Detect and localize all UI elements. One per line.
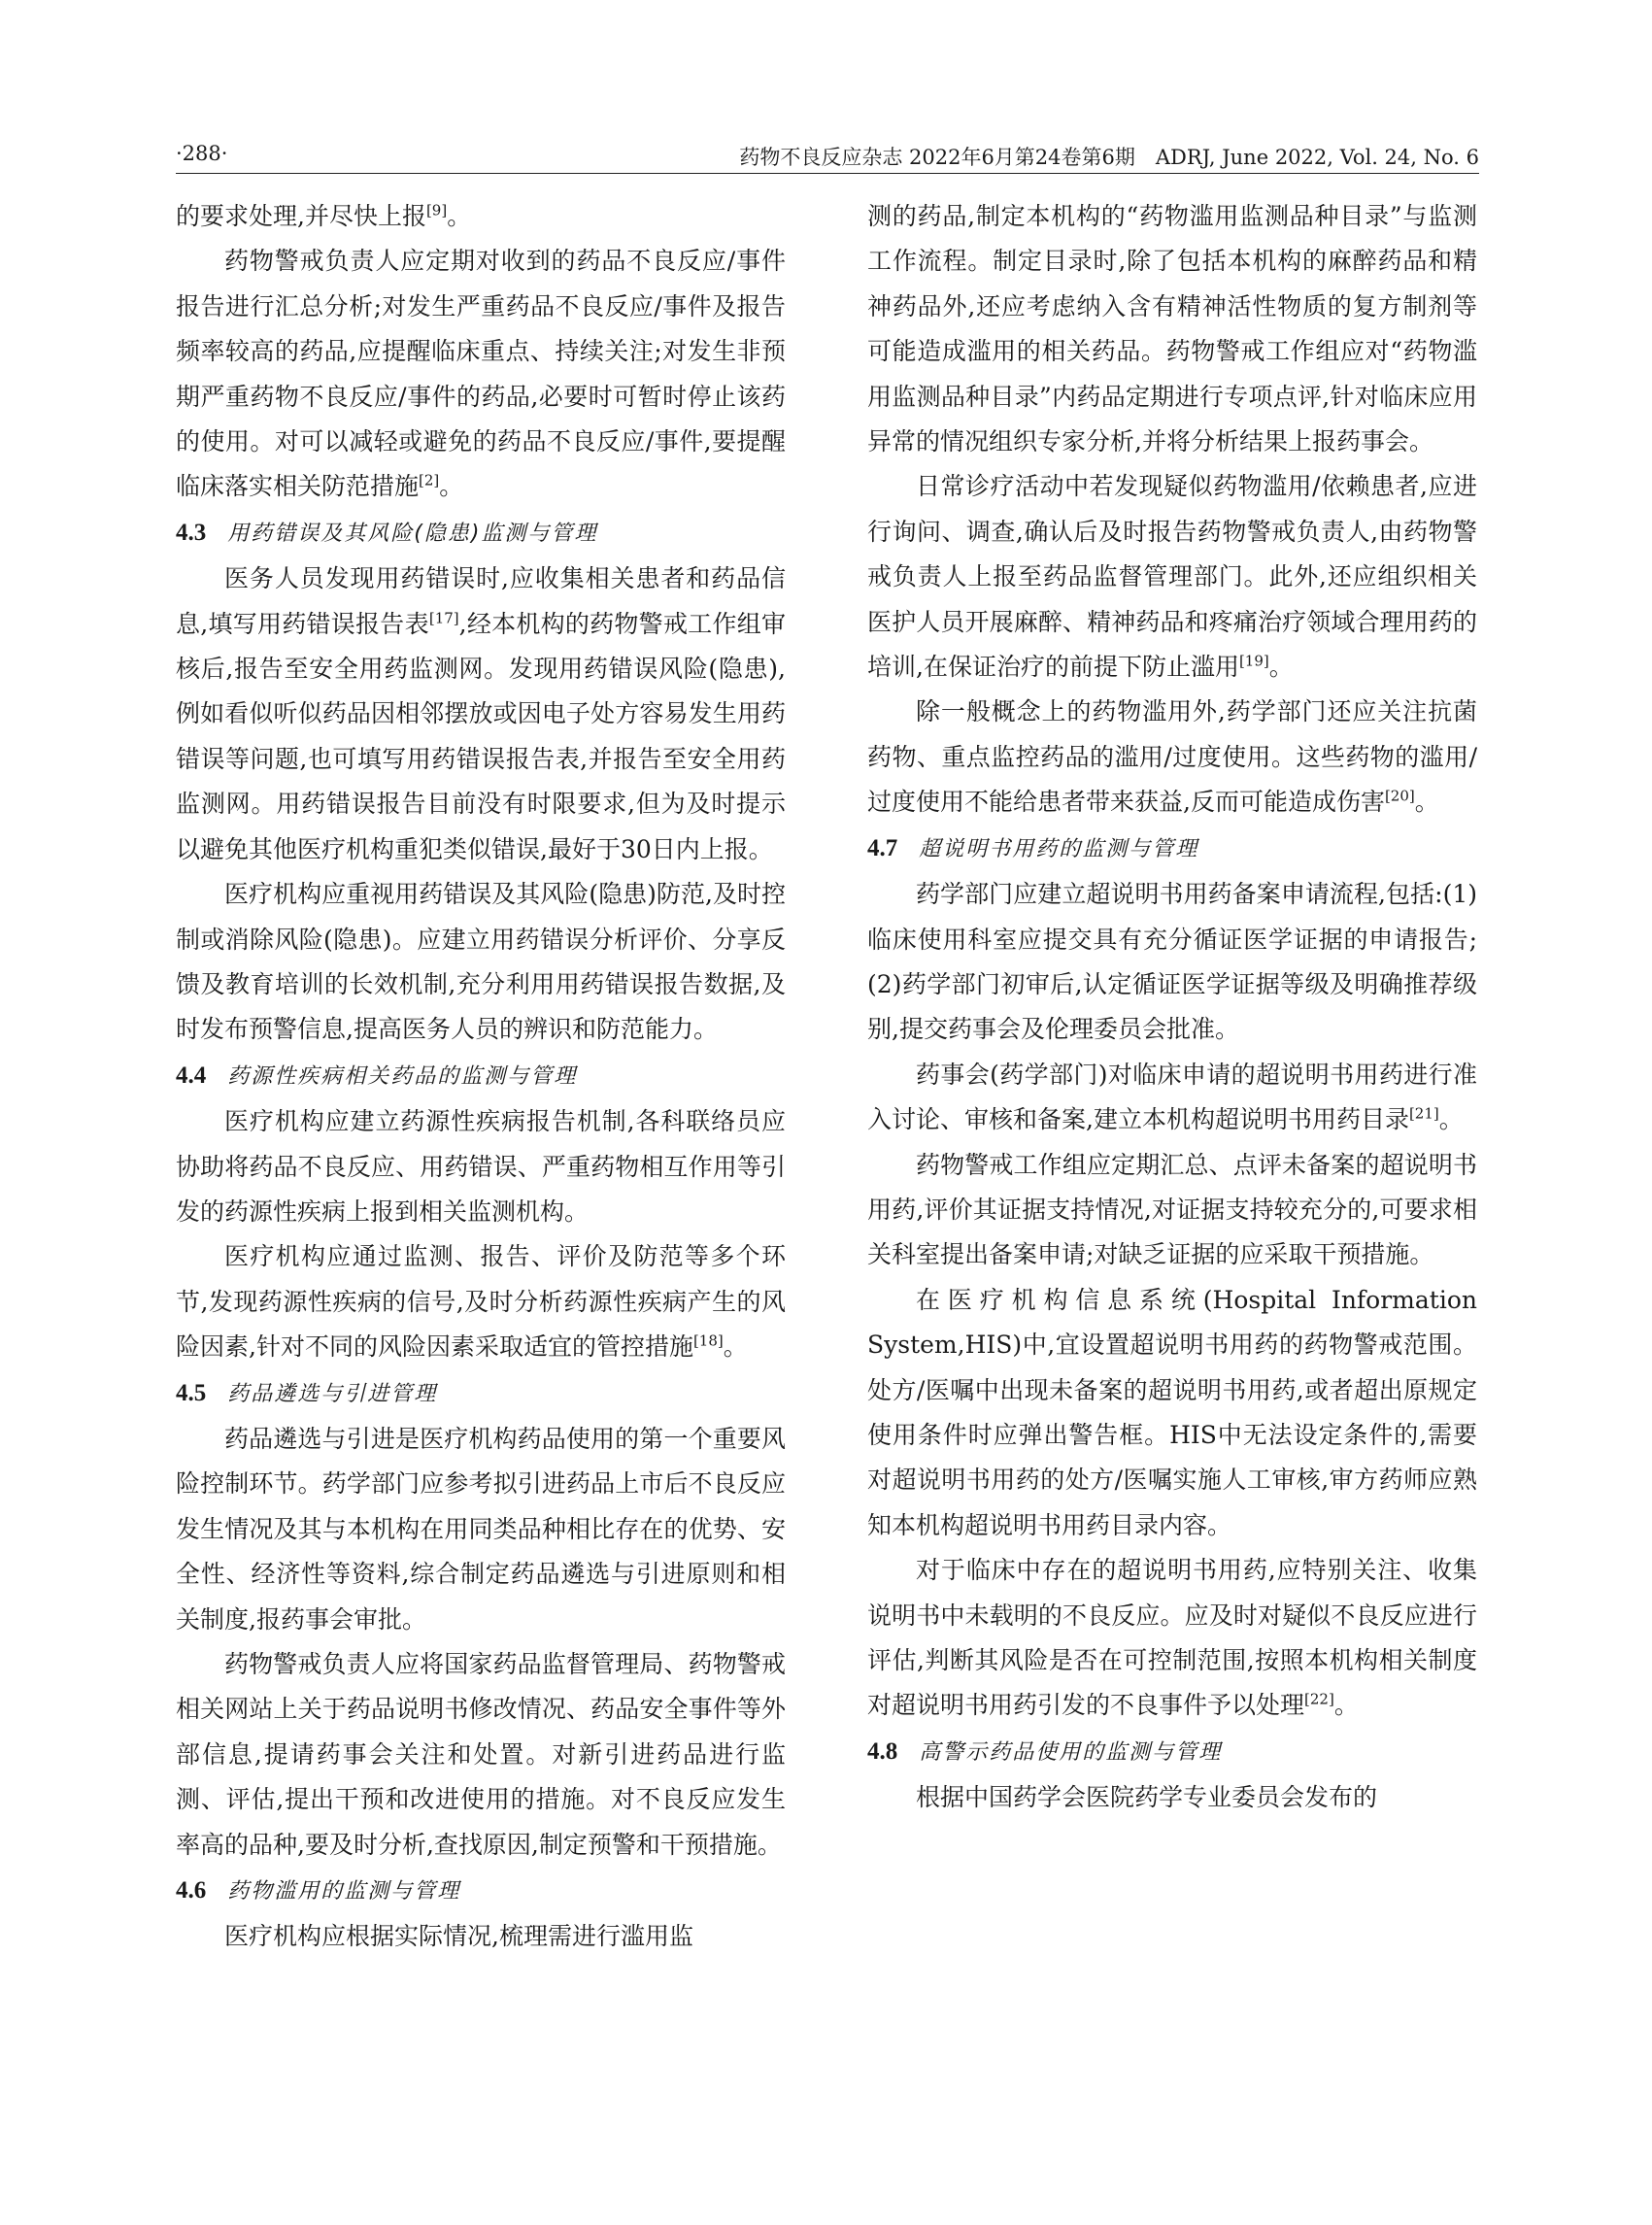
paragraph <box>867 1775 1477 1820</box>
paragraph-tail: 。 <box>1333 1691 1359 1720</box>
citation-ref[interactable]: [22] <box>1304 1691 1334 1709</box>
paragraph-text: 药物警戒负责人应将国家药品监督管理局、药物警戒相关网站上关于药品说明书修改情况、药品安全事件等外部信息,提请药事会关注和处置。对新引进药品进行监测、评估,提出干预和改进使用的措施。对不良反应发生率高的品种,要及时分析,查找原因,制定预警和干预措施。 <box>176 1650 786 1859</box>
paragraph <box>867 1053 1477 1143</box>
paragraph <box>176 1234 786 1369</box>
right-column <box>867 194 1477 1821</box>
citation-ref[interactable]: [20] <box>1384 787 1415 805</box>
paragraph-tail: 。 <box>1414 788 1439 817</box>
paragraph-text: 对于临床中存在的超说明书用药,应特别关注、收集说明书中未载明的不良反应。应及时对疑似不良反应进行评估,判断其风险是否在可控制范围,按照本机构相关制度对超说明书用药引发的不良事件予以处理 <box>867 1556 1477 1720</box>
paragraph <box>176 872 786 1053</box>
citation-ref[interactable]: [18] <box>692 1332 724 1350</box>
journal-citation: 药物不良反应杂志 2022年6月第24卷第6期 ADRJ, June 2022, Vol. 24, No. 6 <box>739 146 1479 169</box>
paragraph-tail: 。 <box>447 202 472 230</box>
citation-ref[interactable]: [19] <box>1238 652 1269 670</box>
paragraph-text: 医疗机构应通过监测、报告、评价及防范等多个环节,发现药源性疾病的信号,及时分析药源性疾病产生的风险因素,针对不同的风险因素采取适宜的管控措施 <box>176 1242 786 1362</box>
paragraph-text: 根据中国药学会医院药学专业委员会发布的 <box>916 1783 1378 1812</box>
section-heading <box>867 826 1477 872</box>
paragraph <box>176 194 786 239</box>
paragraph-tail: ,经本机构的药物警戒工作组审核后,报告至安全用药监测网。发现用药错误风险(隐患),例如看似听似药品因相邻摆放或因电子处方容易发生用药错误等问题,也可填写用药错误报告表,并报告至安全用药监测网。用药错误报告目前没有时限要求,但为及时提示以避免其他医疗机构重犯类似错误,最好于30日内上报。 <box>176 609 786 863</box>
paragraph-tail: 。 <box>1438 1105 1464 1134</box>
paragraph <box>176 1642 786 1868</box>
section-title: 药源性疾病相关药品的监测与管理 <box>227 1063 578 1089</box>
paragraph <box>867 1548 1477 1729</box>
paragraph <box>867 1278 1477 1548</box>
paragraph-tail: 。 <box>439 472 464 501</box>
citation-ref[interactable]: [17] <box>428 609 459 627</box>
paragraph-text: 药物警戒工作组应定期汇总、点评未备案的超说明书用药,评价其证据支持情况,对证据支持较充分的,可要求相关科室提出备案申请;对缺乏证据的应采取干预措施。 <box>867 1150 1477 1269</box>
paragraph <box>867 1143 1477 1278</box>
paragraph <box>867 690 1477 825</box>
section-heading <box>176 1868 786 1914</box>
paragraph-text: 日常诊疗活动中若发现疑似药物滥用/依赖患者,应进行询问、调查,确认后及时报告药物警戒负责人,由药物警戒负责人上报至药品监督管理部门。此外,还应组织相关医护人员开展麻醉、精神药品和疼痛治疗领域合理用药的培训,在保证治疗的前提下防止滥用 <box>867 472 1477 682</box>
paragraph-text: 药事会(药学部门)对临床申请的超说明书用药进行准入讨论、审核和备案,建立本机构超说明书用药目录 <box>867 1060 1477 1134</box>
paragraph <box>176 1417 786 1642</box>
left-column <box>176 194 786 1960</box>
paragraph-text: 医疗机构应建立药源性疾病报告机制,各科联络员应协助将药品不良反应、用药错误、严重药物相互作用等引发的药源性疾病上报到相关监测机构。 <box>176 1107 786 1226</box>
section-number: 4.8 <box>867 1737 898 1765</box>
section-heading <box>176 1053 786 1099</box>
citation-ref[interactable]: [9] <box>425 201 448 219</box>
paragraph-text: 在医疗机构信息系统(Hospital Information System,HIS)中,宜设置超说明书用药的药物警戒范围。处方/医嘱中出现未备案的超说明书用药,或者超出原规定使用条件时应弹出警告框。HIS中无法设定条件的,需要对超说明书用药的处方/医嘱实施人工审核,审方药师应熟知本机构超说明书用药目录内容。 <box>867 1285 1477 1539</box>
section-title: 药物滥用的监测与管理 <box>227 1879 461 1905</box>
section-number: 4.5 <box>176 1379 207 1406</box>
paragraph <box>176 1914 786 1959</box>
paragraph-text: 医疗机构应根据实际情况,梳理需进行滥用监 <box>224 1922 693 1951</box>
running-header <box>176 134 1479 174</box>
paragraph <box>867 464 1477 690</box>
section-number: 4.7 <box>867 834 898 861</box>
paragraph-tail: 。 <box>1268 653 1294 682</box>
section-heading <box>176 510 786 556</box>
section-heading <box>176 1370 786 1417</box>
section-title: 高警示药品使用的监测与管理 <box>919 1739 1223 1765</box>
section-heading <box>867 1729 1477 1775</box>
paragraph-text: 药学部门应建立超说明书用药备案申请流程,包括:(1)临床使用科室应提交具有充分循证医学证据的申请报告;(2)药学部门初审后,认定循证医学证据等级及明确推荐级别,提交药事会及伦理委员会批准。 <box>867 880 1477 1044</box>
section-title: 用药错误及其风险(隐患)监测与管理 <box>227 521 598 546</box>
section-number: 4.4 <box>176 1062 207 1089</box>
paragraph-text: 药物警戒负责人应定期对收到的药品不良反应/事件报告进行汇总分析;对发生严重药品不良反应/事件及报告频率较高的药品,应提醒临床重点、持续关注;对发生非预期严重药物不良反应/事件的药品,必要时可暂时停止该药的使用。对可以减轻或避免的药品不良反应/事件,要提醒临床落实相关防范措施 <box>176 247 786 501</box>
section-title: 药品遴选与引进管理 <box>227 1381 438 1406</box>
paragraph-tail: 。 <box>723 1332 748 1362</box>
paragraph-text: 除一般概念上的药物滥用外,药学部门还应关注抗菌药物、重点监控药品的滥用/过度使用。这些药物的滥用/过度使用不能给患者带来获益,反而可能造成伤害 <box>867 697 1477 817</box>
citation-ref[interactable]: [2] <box>419 472 440 490</box>
paragraph-text: 医务人员发现用药错误时,应收集相关患者和药品信息,填写用药错误报告表 <box>176 564 786 638</box>
paragraph <box>176 1099 786 1234</box>
citation-ref[interactable]: [21] <box>1408 1104 1439 1123</box>
page-number: ·288· <box>176 142 228 165</box>
paragraph <box>176 556 786 872</box>
paragraph-text: 的要求处理,并尽快上报 <box>176 202 426 230</box>
paragraph <box>867 872 1477 1053</box>
paragraph <box>867 194 1477 464</box>
paragraph-text: 医疗机构应重视用药错误及其风险(隐患)防范,及时控制或消除风险(隐患)。应建立用药错误分析评价、分享反馈及教育培训的长效机制,充分利用用药错误报告数据,及时发布预警信息,提高医务人员的辨识和防范能力。 <box>176 880 786 1044</box>
section-title: 超说明书用药的监测与管理 <box>919 836 1199 861</box>
paragraph <box>176 239 786 509</box>
paragraph-text: 药品遴选与引进是医疗机构药品使用的第一个重要风险控制环节。药学部门应参考拟引进药品上市后不良反应发生情况及其与本机构在用同类品种相比存在的优势、安全性、经济性等资料,综合制定药品遴选与引进原则和相关制度,报药事会审批。 <box>176 1424 786 1634</box>
section-number: 4.6 <box>176 1877 207 1905</box>
paragraph-text: 测的药品,制定本机构的“药物滥用监测品种目录”与监测工作流程。制定目录时,除了包括本机构的麻醉药品和精神药品外,还应考虑纳入含有精神活性物质的复方制剂等可能造成滥用的相关药品。药物警戒工作组应对“药物滥用监测品种目录”内药品定期进行专项点评,针对临床应用异常的情况组织专家分析,并将分析结果上报药事会。 <box>867 202 1477 456</box>
section-number: 4.3 <box>176 519 207 546</box>
